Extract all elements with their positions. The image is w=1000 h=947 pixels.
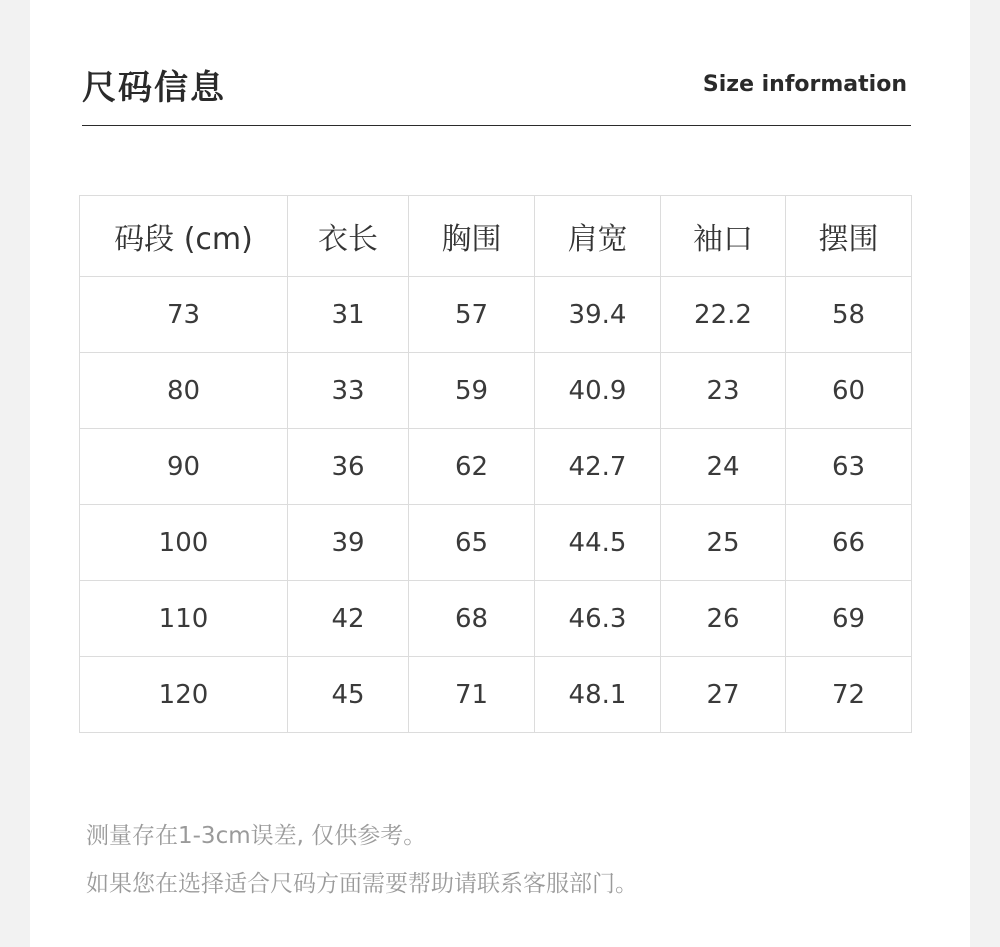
table-cell: 68: [409, 581, 535, 657]
table-cell: 45: [288, 657, 409, 733]
table-cell: 90: [80, 429, 288, 505]
table-cell: 60: [786, 353, 912, 429]
table-cell: 59: [409, 353, 535, 429]
table-row: [80, 429, 912, 505]
table-row: [80, 581, 912, 657]
table-cell: 33: [288, 353, 409, 429]
table-cell: 42.7: [535, 429, 661, 505]
table-cell: 110: [80, 581, 288, 657]
table-cell: 58: [786, 277, 912, 353]
table-cell: 62: [409, 429, 535, 505]
table-cell: 42: [288, 581, 409, 657]
size-info-card: [30, 0, 970, 947]
table-cell: 69: [786, 581, 912, 657]
section-title: 尺码信息: [82, 68, 226, 108]
note-contact-support: 如果您在选择适合尺码方面需要帮助请联系客服部门。: [86, 871, 638, 897]
table-cell: 48.1: [535, 657, 661, 733]
section-header: [82, 56, 911, 126]
table-cell: 39: [288, 505, 409, 581]
table-cell: 63: [786, 429, 912, 505]
table-row: [80, 277, 912, 353]
table-cell: 24: [661, 429, 786, 505]
table-cell: 71: [409, 657, 535, 733]
table-cell: 31: [288, 277, 409, 353]
table-cell: 36: [288, 429, 409, 505]
measurement-notes: [86, 812, 638, 908]
column-header-size: 码段 (cm): [80, 196, 288, 277]
table-cell: 26: [661, 581, 786, 657]
size-table: [79, 195, 912, 733]
table-cell: 27: [661, 657, 786, 733]
table-row: [80, 353, 912, 429]
table-cell: 73: [80, 277, 288, 353]
table-row: [80, 505, 912, 581]
table-cell: 72: [786, 657, 912, 733]
table-header-row: [80, 196, 912, 277]
table-cell: 57: [409, 277, 535, 353]
column-header-cuff: 袖口: [661, 196, 786, 277]
section-subtitle: Size information: [702, 72, 907, 97]
table-cell: 120: [80, 657, 288, 733]
table-cell: 46.3: [535, 581, 661, 657]
table-row: [80, 657, 912, 733]
table-cell: 65: [409, 505, 535, 581]
column-header-chest: 胸围: [409, 196, 535, 277]
note-measurement-error: 测量存在1-3cm误差, 仅供参考。: [86, 823, 427, 849]
table-cell: 44.5: [535, 505, 661, 581]
table-cell: 66: [786, 505, 912, 581]
table-cell: 22.2: [661, 277, 786, 353]
table-cell: 100: [80, 505, 288, 581]
table-cell: 25: [661, 505, 786, 581]
table-cell: 80: [80, 353, 288, 429]
table-cell: 39.4: [535, 277, 661, 353]
column-header-length: 衣长: [288, 196, 409, 277]
table-cell: 23: [661, 353, 786, 429]
column-header-hem: 摆围: [786, 196, 912, 277]
table-cell: 40.9: [535, 353, 661, 429]
column-header-shoulder: 肩宽: [535, 196, 661, 277]
